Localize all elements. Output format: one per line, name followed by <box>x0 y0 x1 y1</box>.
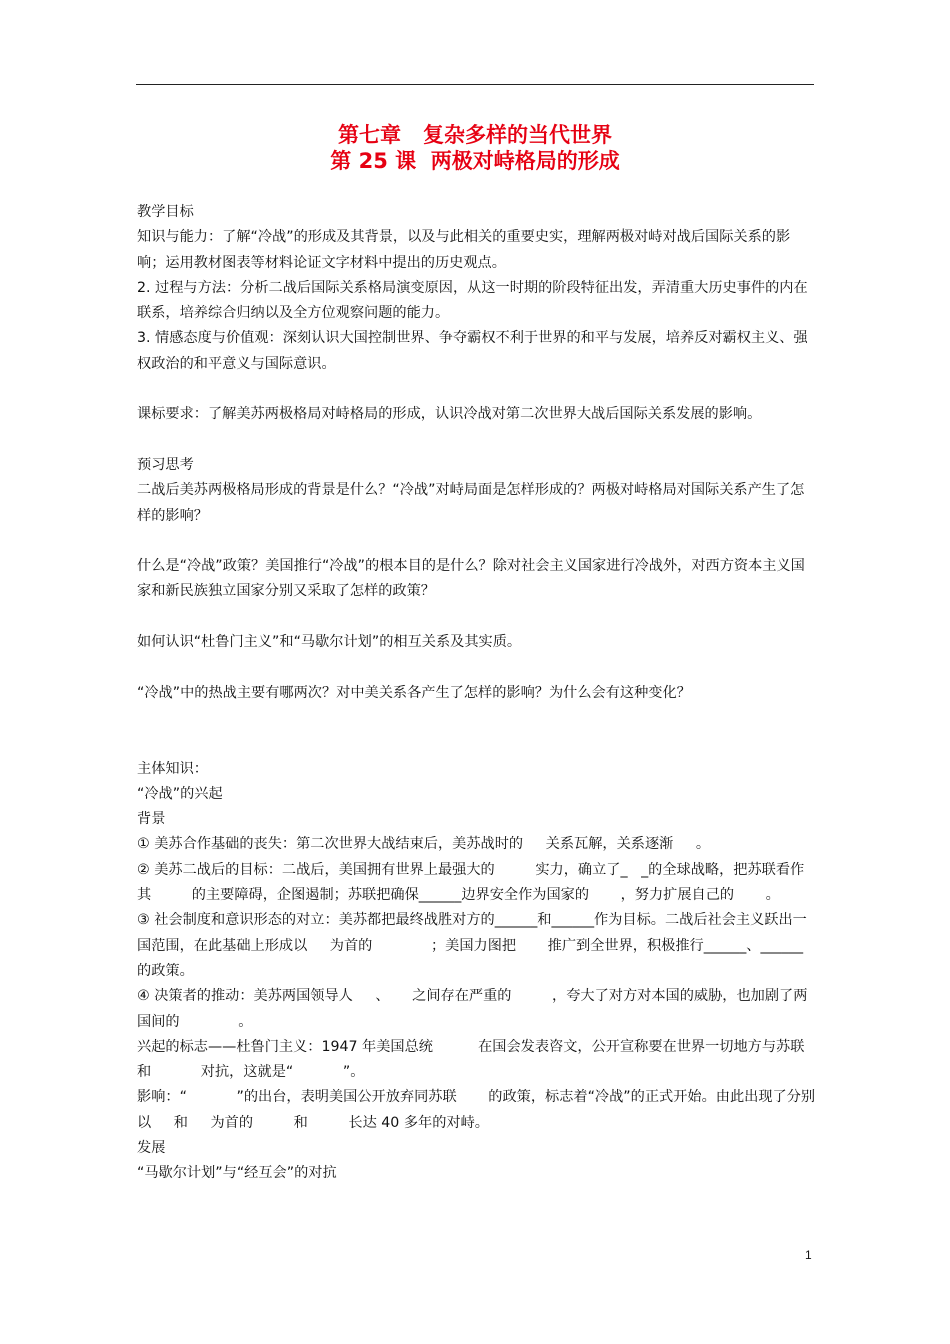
body-paragraph: 教学目标 <box>137 204 194 220</box>
body-paragraph: “冷战”中的热战主要有哪两次？对中美关系各产生了怎样的影响？为什么会有这种变化？ <box>137 684 691 701</box>
body-paragraph: 什么是“冷战”政策？美国推行“冷战”的根本目的是什么？除对社会主义国家进行冷战外，对西方资本主义国家和新民族独立国家分别又采取了怎样的政策？ <box>137 558 805 600</box>
body-paragraph: ① 美苏合作基础的丧失：第二次世界大战结束后，美苏战时的 关系瓦解，关系逐渐 。 <box>137 836 711 853</box>
blank-line <box>137 605 817 630</box>
blank-line <box>137 655 817 680</box>
header-rule <box>136 84 814 85</box>
body-paragraph: 如何认识“杜鲁门主义”和“马歇尔计划”的相互关系及其实质。 <box>137 634 522 651</box>
body-paragraph: 影响：“ ”的出台，表明美国公开放弃同苏联 的政策，标志着“冷战”的正式开始。由此出现了分别以 和 为首的 和 长达 40 多年的对峙。 <box>137 1089 816 1131</box>
blank-line <box>137 377 817 402</box>
blank-line <box>137 529 817 554</box>
body-paragraph: ② 美苏二战后的目标：二战后，美国拥有世界上最强大的 实力，确立了_ _的全球战略，把苏联看作其 的主要障碍，企图遏制；苏联把确保______边界安全作为国家的 ，努力扩展自己的 。 <box>137 861 805 904</box>
body-paragraph: ③ 社会制度和意识形态的对立：美苏都把最终战胜对方的______和______作为目标。二战后社会主义跃出一国范围，在此基础上形成以 为首的 ；美国力图把 推广到全世界，积极推行______、______的政策。 <box>137 912 807 979</box>
body-paragraph: “马歇尔计划”与“经互会”的对抗 <box>137 1165 337 1182</box>
chapter-title: 第七章 复杂多样的当代世界 <box>338 123 612 147</box>
blank-line <box>137 428 817 453</box>
document-body <box>137 200 817 1187</box>
body-paragraph: 二战后美苏两极格局形成的背景是什么？“冷战”对峙局面是怎样形成的？两极对峙格局对国际关系产生了怎样的影响？ <box>137 482 805 524</box>
lesson-title: 第 25 课 两极对峙格局的形成 <box>330 149 620 173</box>
body-paragraph: 2. 过程与方法：分析二战后国际关系格局演变原因，从这一时期的阶段特征出发，弄清重大历史事件的内在联系，培养综合归纳以及全方位观察问题的能力。 <box>137 279 808 322</box>
body-paragraph: 预习思考 <box>137 456 194 473</box>
body-paragraph: 主体知识： <box>137 760 208 777</box>
body-paragraph: “冷战”的兴起 <box>137 785 223 802</box>
body-paragraph: ④ 决策者的推动：美苏两国领导人 、 之间存在严重的 ，夸大了对方对本国的威胁，也加剧了两国间的 。 <box>137 988 808 1030</box>
page-number: 1 <box>805 1248 812 1262</box>
blank-line <box>137 731 817 756</box>
body-paragraph: 背景 <box>137 811 166 828</box>
blank-line <box>137 706 817 731</box>
body-paragraph: 课标要求：了解美苏两极格局对峙格局的形成，认识冷战对第二次世界大战后国际关系发展的影响。 <box>137 406 762 423</box>
body-paragraph: 知识与能力：了解“冷战”的形成及其背景，以及与此相关的重要史实，理解两极对峙对战后国际关系的影响；运用教材图表等材料论证文字材料中提出的历史观点。 <box>137 229 791 271</box>
body-paragraph: 3. 情感态度与价值观：深刻认识大国控制世界、争夺霸权不利于世界的和平与发展，培养反对霸权主义、强权政治的和平意义与国际意识。 <box>137 330 808 372</box>
body-paragraph: 兴起的标志——杜鲁门主义：1947 年美国总统 在国会发表咨文，公开宣称要在世界一切地方与苏联和 对抗，这就是“ ”。 <box>137 1038 805 1081</box>
body-paragraph: 发展 <box>137 1139 166 1156</box>
